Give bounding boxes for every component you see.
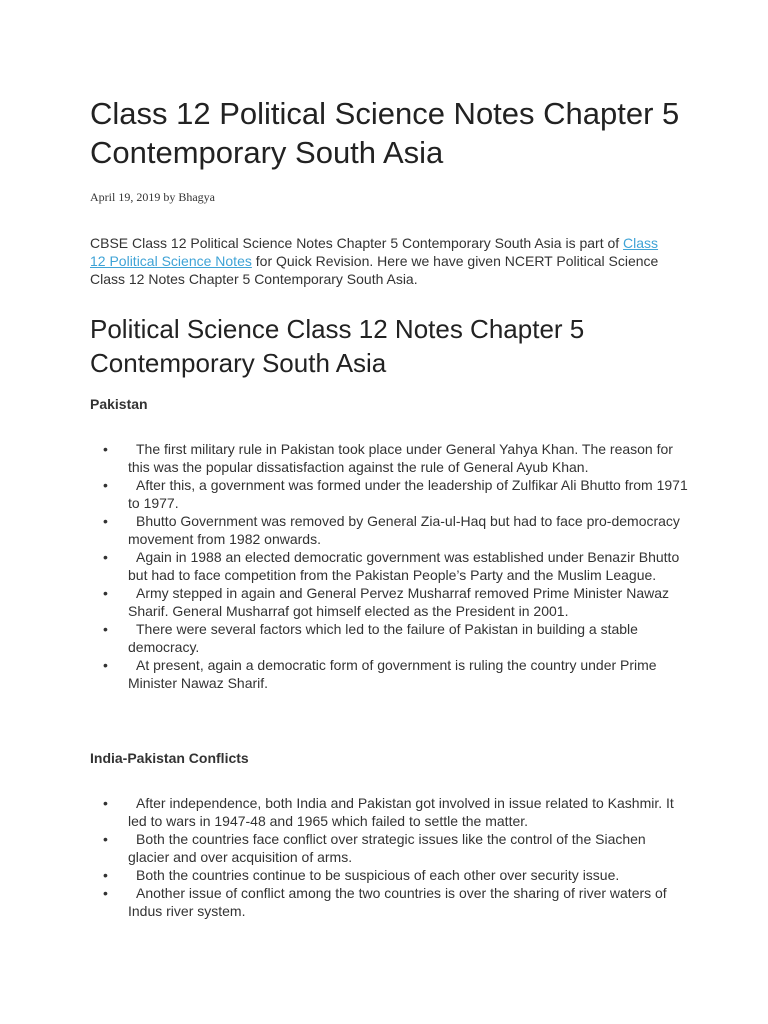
bullet-icon: • bbox=[103, 549, 108, 565]
list-item: • Both the countries face conflict over strategic issues like the control of the Siachen glacier and over acquisition of arms. bbox=[103, 831, 646, 865]
pakistan-list bbox=[90, 440, 690, 692]
pakistan-heading: Pakistan bbox=[90, 396, 148, 412]
byline: April 19, 2019 by Bhagya bbox=[90, 190, 215, 204]
bullet-icon: • bbox=[103, 867, 108, 883]
bullet-icon: • bbox=[103, 831, 108, 847]
list-item: • Army stepped in again and General Pervez Musharraf removed Prime Minister Nawaz Sharif. General Musharraf got himself elected as the President in 2001. bbox=[103, 585, 670, 619]
bullet-icon: • bbox=[103, 795, 108, 811]
list-item: • The first military rule in Pakistan took place under General Yahya Khan. The reason for this was the popular dissatisfaction against the rule of General Ayub Khan. bbox=[103, 441, 673, 475]
bullet-icon: • bbox=[103, 885, 108, 901]
list-item: • Again in 1988 an elected democratic government was established under Benazir Bhutto but had to face competition from the Pakistan People’s Party and the Muslim League. bbox=[103, 549, 680, 583]
intro-text-after: for Quick Revision. Here we have given NCERT Political Science Class 12 Notes Chapter 5 Contemporary South Asia. bbox=[90, 253, 659, 287]
list-item: • Bhutto Government was removed by General Zia-ul-Haq but had to face pro-democracy movement from 1982 onwards. bbox=[103, 513, 680, 547]
india-pakistan-conflicts-heading: India-Pakistan Conflicts bbox=[90, 750, 249, 766]
list-item: • After this, a government was formed under the leadership of Zulfikar Ali Bhutto from 1971 to 1977. bbox=[103, 477, 688, 511]
section-heading: Political Science Class 12 Notes Chapter 5 Contemporary South Asia bbox=[90, 314, 585, 378]
page-title: Class 12 Political Science Notes Chapter 5 Contemporary South Asia bbox=[90, 96, 680, 170]
list-item: • Another issue of conflict among the two countries is over the sharing of river waters of Indus river system. bbox=[103, 885, 667, 919]
bullet-icon: • bbox=[103, 477, 108, 493]
conflicts-list bbox=[90, 794, 690, 920]
bullet-icon: • bbox=[103, 621, 108, 637]
list-item: • Both the countries continue to be suspicious of each other over security issue. bbox=[103, 867, 620, 883]
bullet-icon: • bbox=[103, 441, 108, 457]
bullet-icon: • bbox=[103, 585, 108, 601]
list-item: • There were several factors which led to the failure of Pakistan in building a stable democracy. bbox=[103, 621, 638, 655]
class-12-notes-link[interactable]: Class 12 Political Science Notes bbox=[90, 235, 659, 269]
intro-text-before: CBSE Class 12 Political Science Notes Chapter 5 Contemporary South Asia is part of bbox=[90, 235, 624, 251]
list-item: • At present, again a democratic form of government is ruling the country under Prime Minister Nawaz Sharif. bbox=[103, 657, 657, 691]
bullet-icon: • bbox=[103, 513, 108, 529]
bullet-icon: • bbox=[103, 657, 108, 673]
list-item: • After independence, both India and Pakistan got involved in issue related to Kashmir. It led to wars in 1947-48 and 1965 which failed to settle the matter. bbox=[103, 795, 674, 829]
intro-paragraph bbox=[90, 234, 660, 288]
